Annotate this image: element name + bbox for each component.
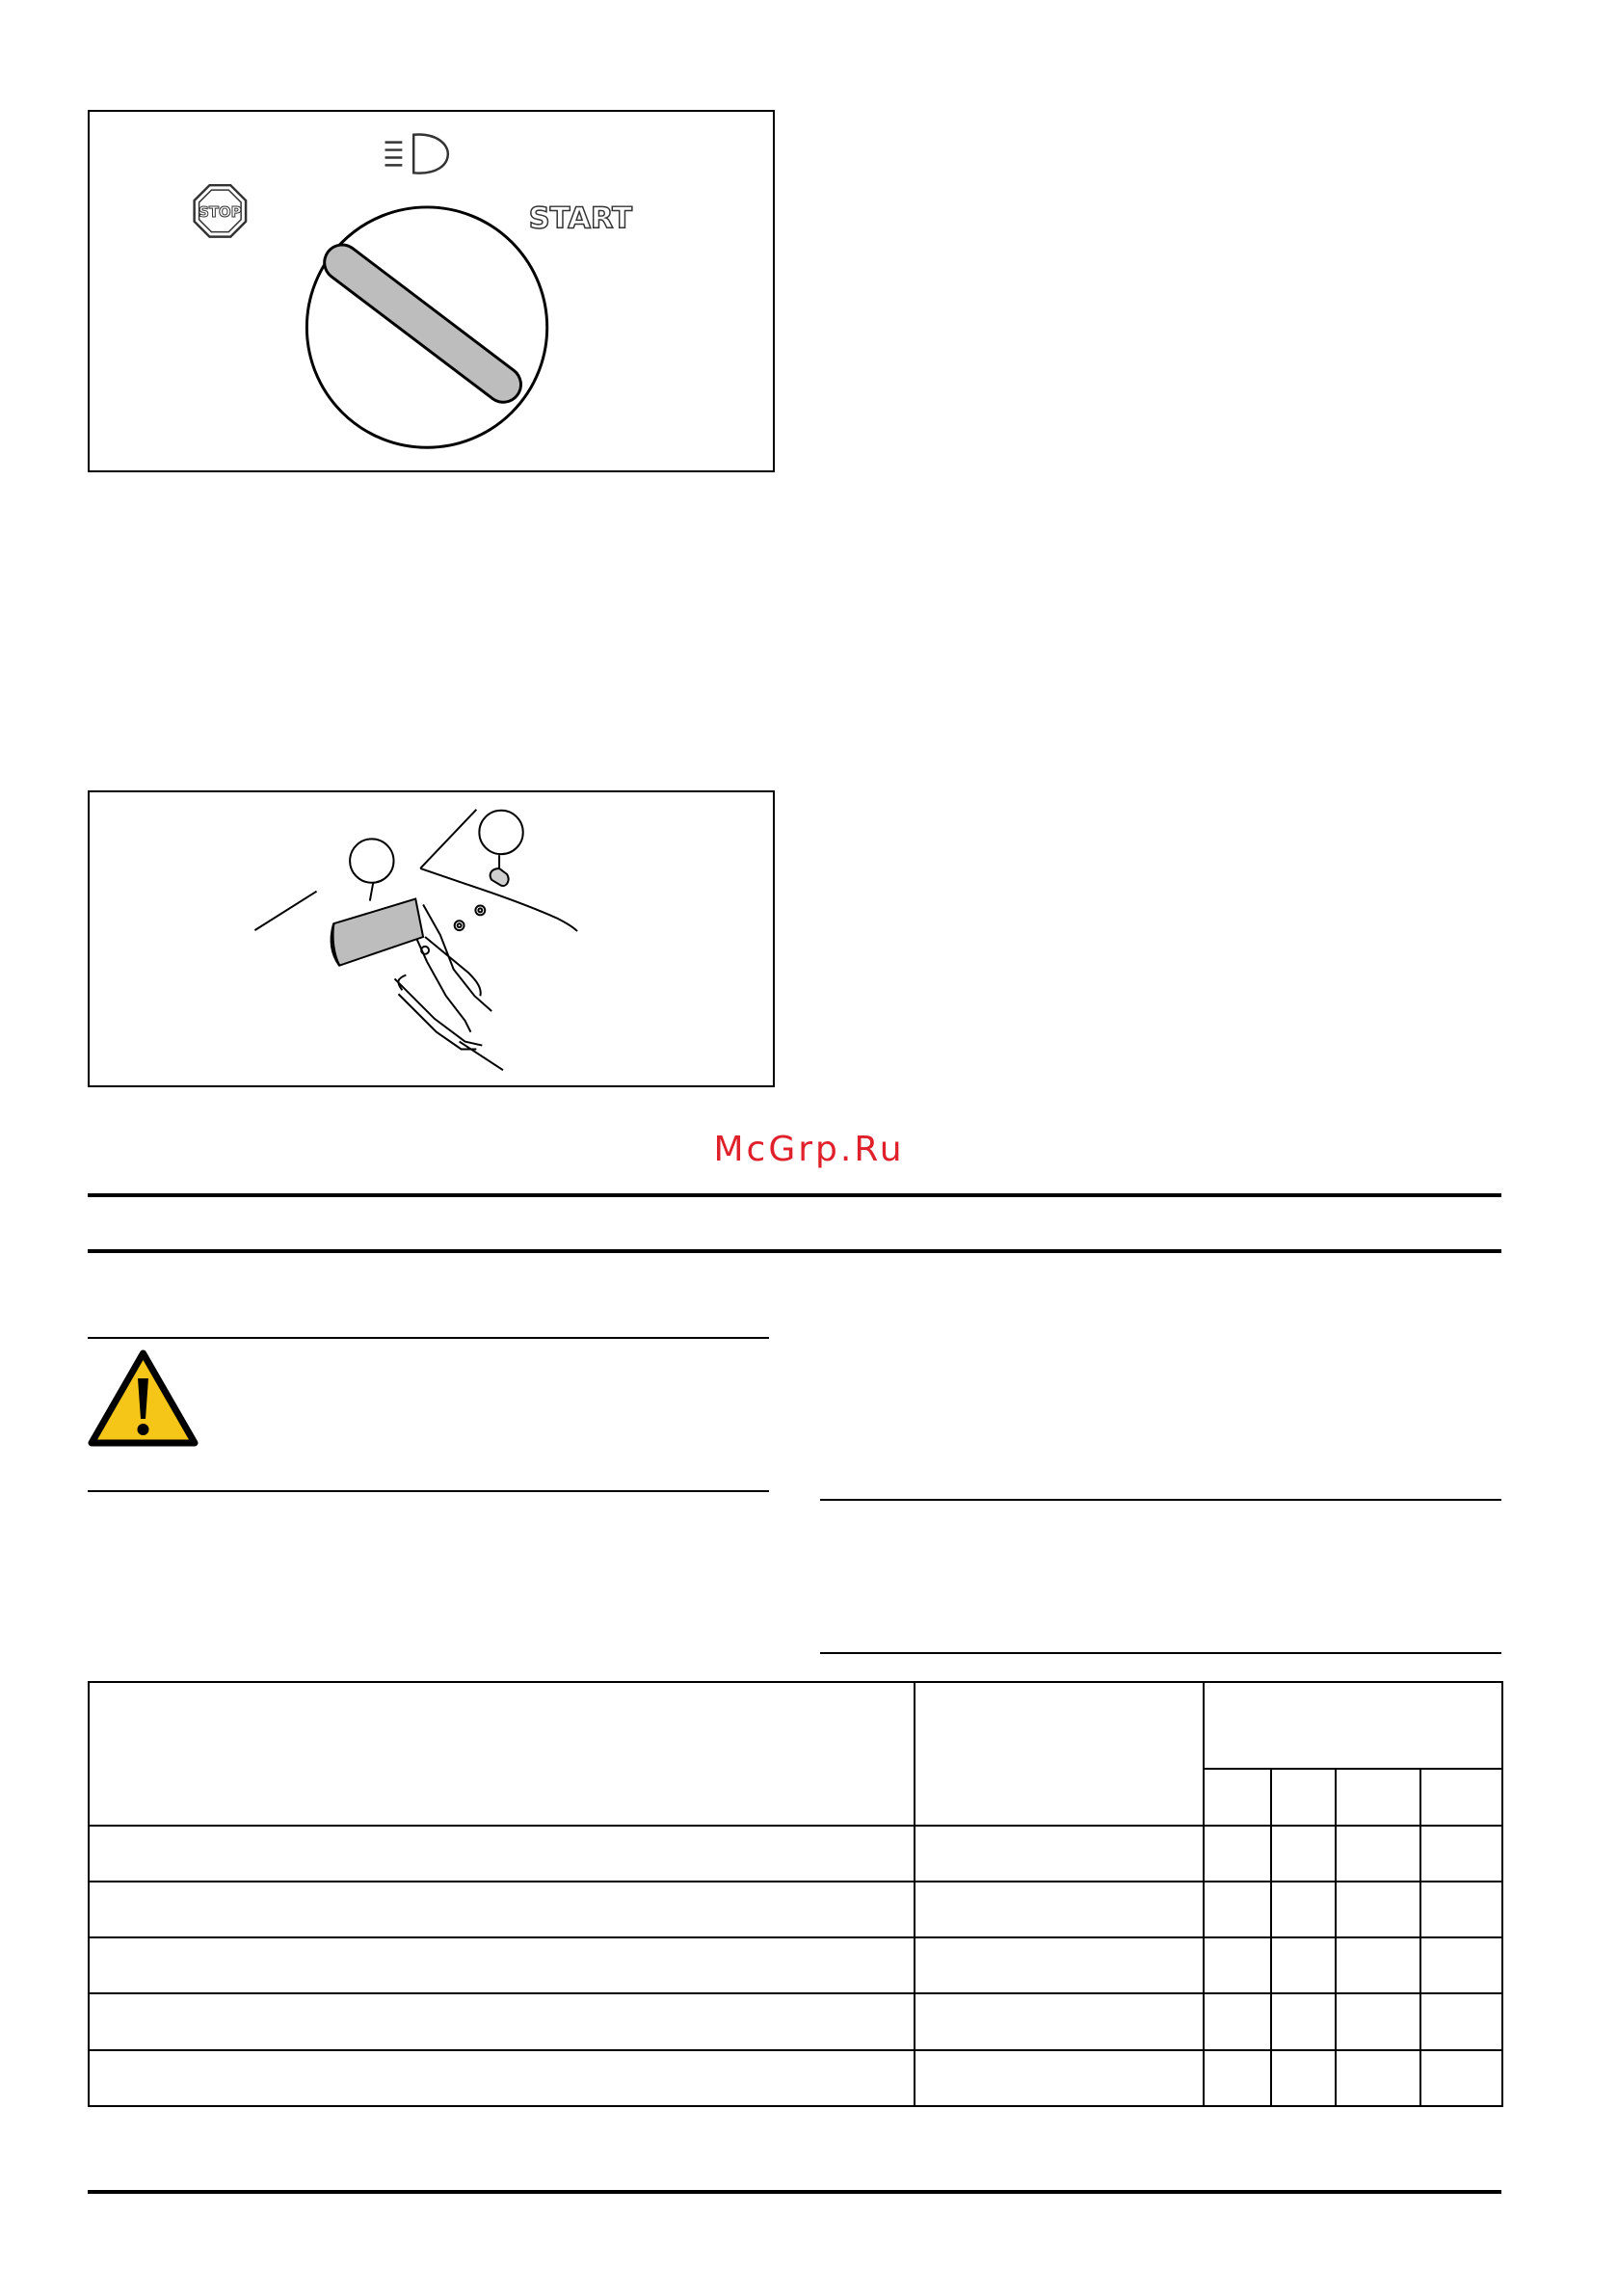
stop-sign-icon <box>195 185 246 236</box>
callout-circle-2 <box>479 811 522 854</box>
footer-rule <box>88 2190 1501 2194</box>
note-rule-top <box>820 1499 1501 1501</box>
pedal-illustration <box>90 792 773 1085</box>
section-rule-bottom <box>88 1249 1501 1253</box>
table-row <box>89 1826 1502 1882</box>
spec-table <box>88 1681 1503 2107</box>
table-row <box>89 1937 1502 1993</box>
header-cell-value <box>915 1682 1204 1826</box>
subheader-cell <box>1204 1769 1271 1825</box>
warning-triangle-icon <box>88 1349 199 1447</box>
subheader-cell <box>1420 1769 1502 1825</box>
warning-rule-bottom <box>88 1490 769 1492</box>
table-row <box>89 1993 1502 2049</box>
watermark: McGrp.Ru <box>713 1130 905 1169</box>
table-row <box>89 2050 1502 2106</box>
subheader-cell <box>1336 1769 1420 1825</box>
header-cell-description <box>89 1682 915 1826</box>
section-rule-top <box>88 1193 1501 1197</box>
table-header-row <box>89 1682 1502 1769</box>
warning-rule-top <box>88 1337 769 1339</box>
ignition-switch-illustration <box>90 112 773 470</box>
note-rule-bottom <box>820 1652 1501 1654</box>
figure-ignition-switch <box>88 110 775 472</box>
subheader-cell <box>1271 1769 1336 1825</box>
figure-pedal <box>88 790 775 1087</box>
table-row <box>89 1882 1502 1937</box>
stop-label: STOP <box>199 203 242 221</box>
headlight-icon <box>385 135 448 174</box>
ignition-knob-icon <box>306 207 546 447</box>
header-cell-group <box>1204 1682 1502 1769</box>
callout-circle-1 <box>350 839 393 882</box>
start-label: START <box>528 201 633 236</box>
